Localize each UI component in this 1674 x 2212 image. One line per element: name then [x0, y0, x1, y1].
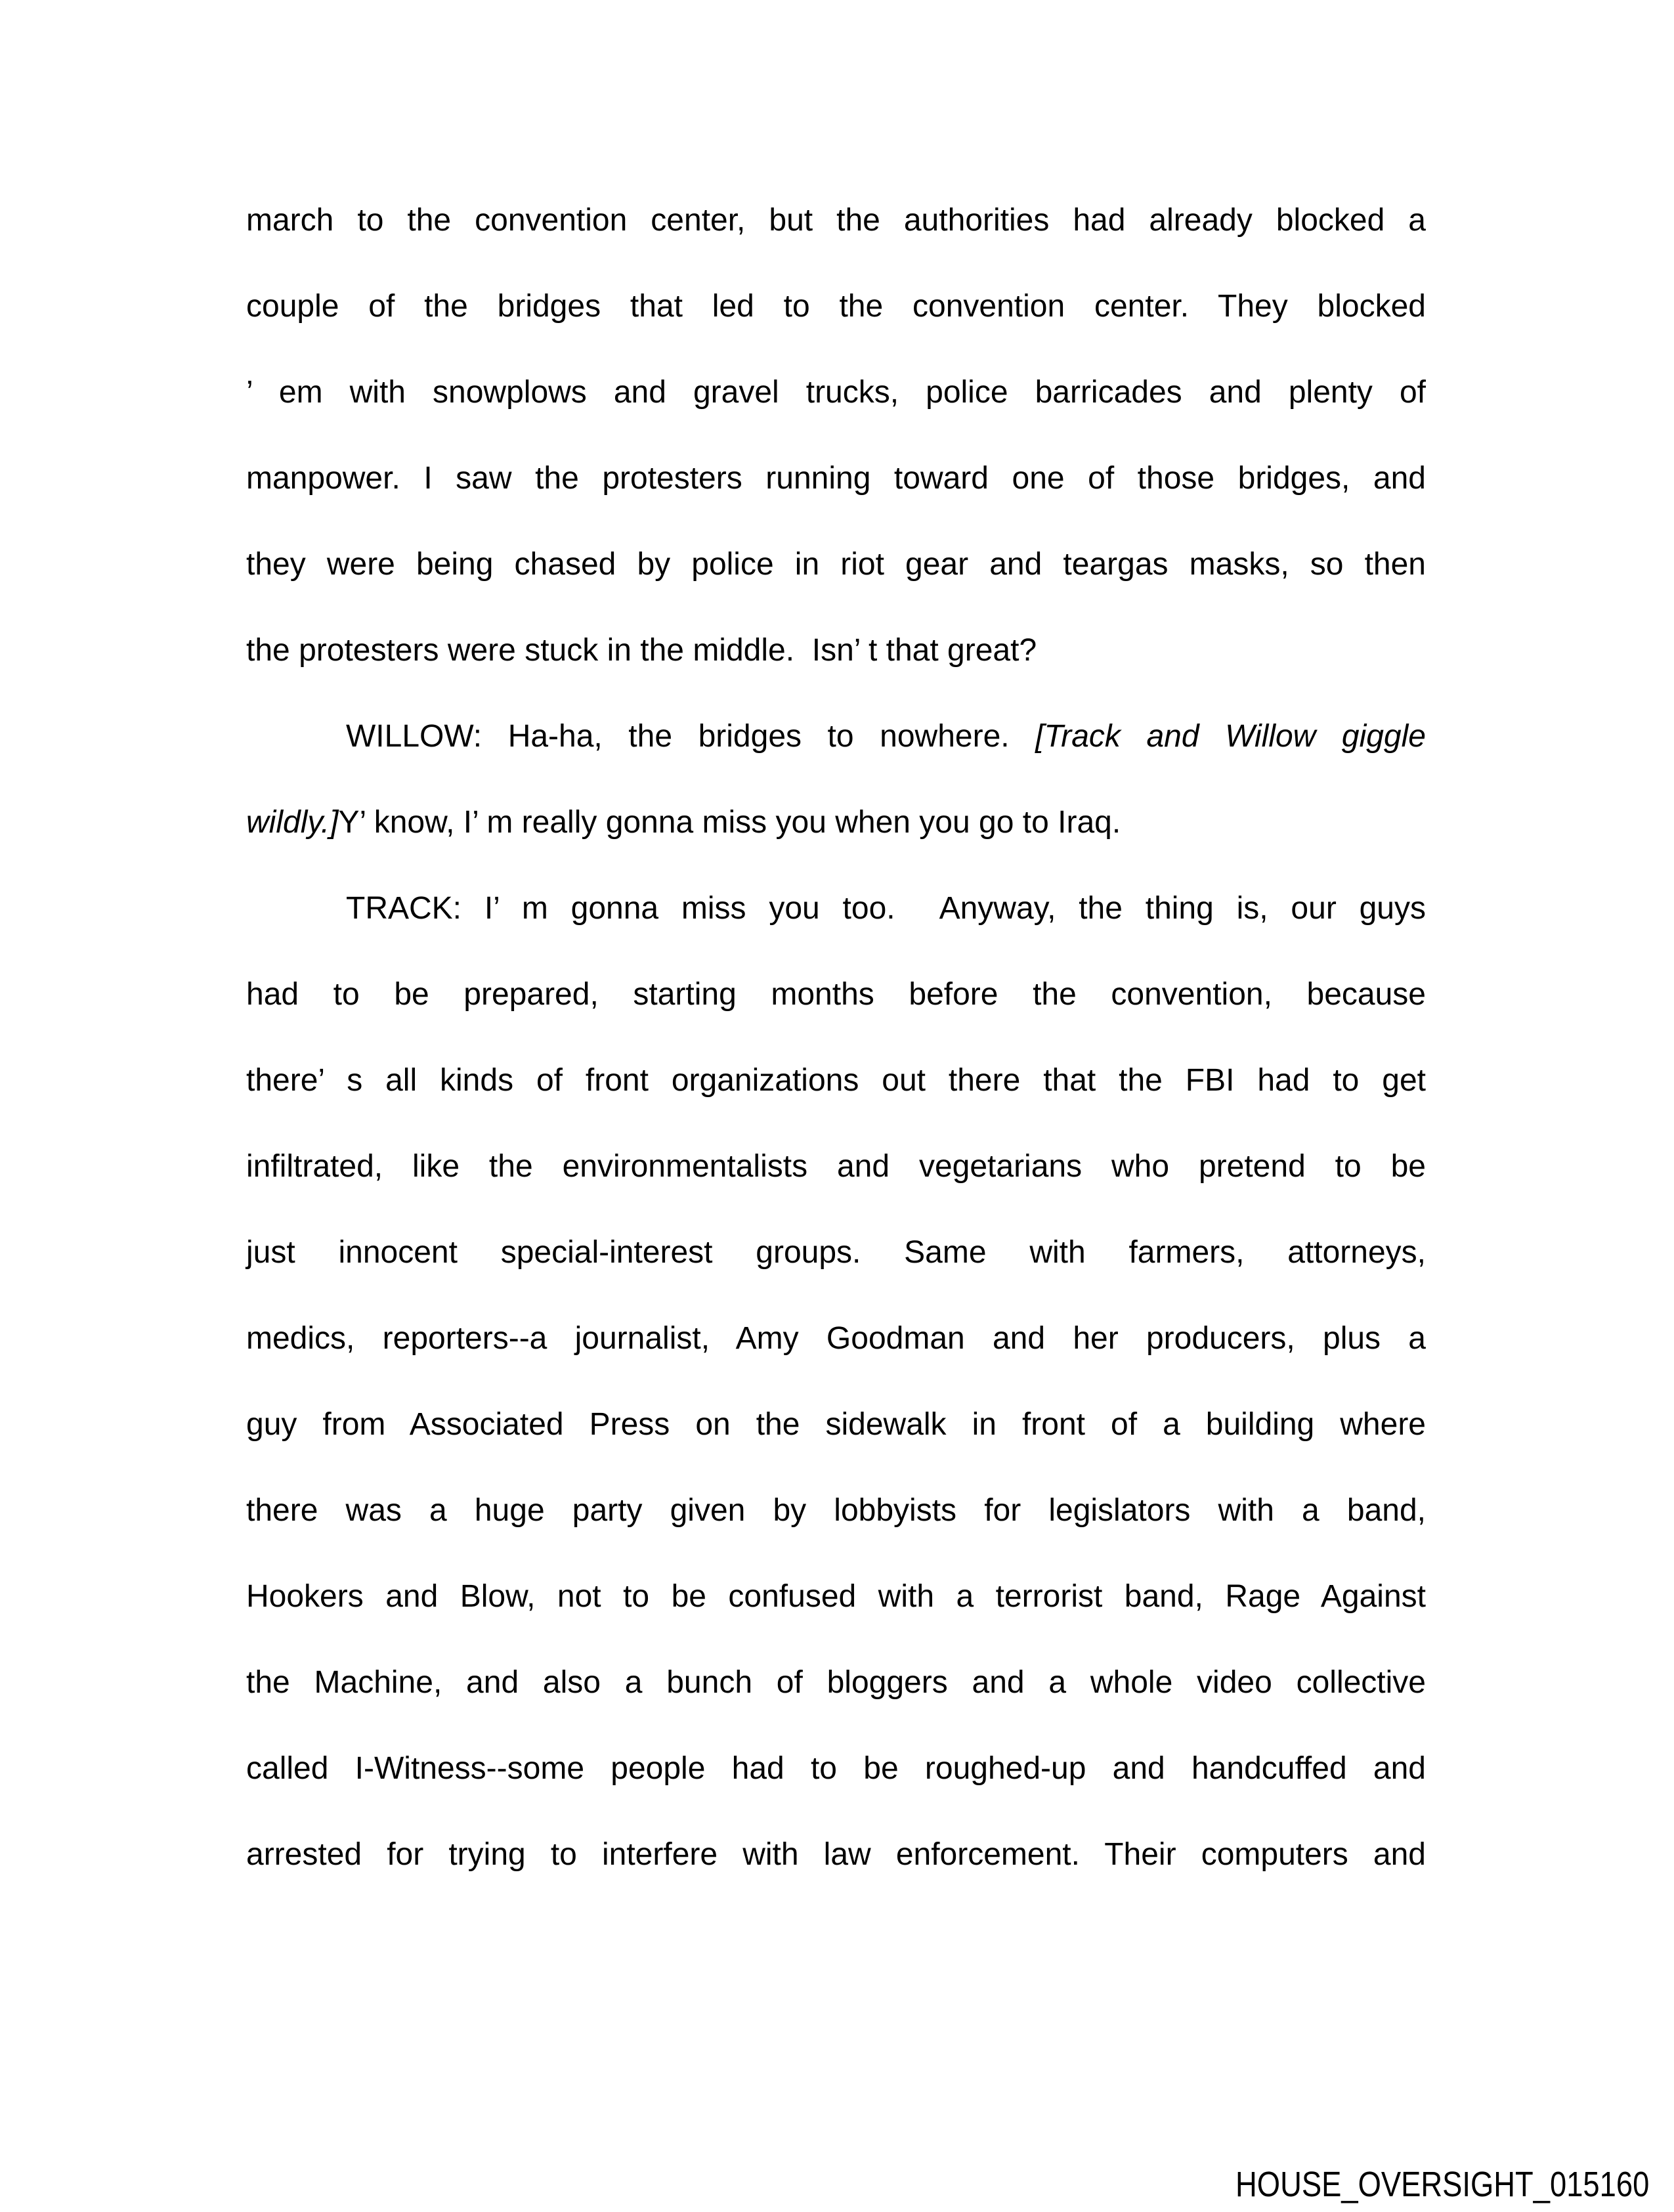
text-line: [246, 1209, 1426, 1295]
text-line: [246, 1725, 1426, 1811]
text-line: [246, 1295, 1426, 1381]
dialogue-text: they were being chased by police in riot gear and teargas masks, so then: [246, 547, 1426, 582]
bates-number: HOUSE_OVERSIGHT_015160: [1235, 2165, 1649, 2204]
text-line: [246, 1639, 1426, 1725]
dialogue-text: manpower. I saw the protesters running toward one of those bridges, and: [246, 461, 1426, 496]
dialogue-text: couple of the bridges that led to the convention center. They blocked: [246, 289, 1426, 324]
dialogue-text: guy from Associated Press on the sidewalk in front of a building where: [246, 1407, 1426, 1442]
text-line: [246, 779, 1426, 865]
dialogue-text: Y’ know, I’ m really gonna miss you when you go to Iraq.: [338, 805, 1121, 840]
dialogue-text: the Machine, and also a bunch of bloggers and a whole video collective: [246, 1665, 1426, 1700]
dialogue-text: had to be prepared, starting months before the convention, because: [246, 977, 1426, 1012]
text-line: [246, 435, 1426, 521]
dialogue-text: just innocent special-interest groups. Same with farmers, attorneys,: [246, 1235, 1426, 1270]
dialogue-text: there was a huge party given by lobbyists for legislators with a band,: [246, 1493, 1426, 1528]
text-line: [246, 263, 1426, 349]
text-line: [246, 693, 1426, 779]
text-line: [246, 1037, 1426, 1123]
text-line: [246, 951, 1426, 1037]
dialogue-text: there’ s all kinds of front organizations out there that the FBI had to get: [246, 1063, 1426, 1098]
text-line: [246, 607, 1426, 693]
transcript-text-block: [246, 177, 1426, 1898]
dialogue-text: arrested for trying to interfere with law enforcement. Their computers and: [246, 1837, 1426, 1872]
text-line: [246, 865, 1426, 951]
stage-direction-text: wildly.]: [246, 805, 339, 840]
dialogue-text: TRACK: I’ m gonna miss you too. Anyway, the thing is, our guys: [346, 891, 1426, 926]
text-line: [246, 521, 1426, 607]
dialogue-text: ’ em with snowplows and gravel trucks, police barricades and plenty of: [246, 375, 1426, 410]
text-line: [246, 177, 1426, 263]
dialogue-text: infiltrated, like the environmentalists and vegetarians who pretend to be: [246, 1149, 1426, 1184]
text-line: [246, 1553, 1426, 1639]
dialogue-text: called I-Witness--some people had to be roughed-up and handcuffed and: [246, 1751, 1426, 1786]
text-line: [246, 349, 1426, 435]
stage-direction-text: [Track and Willow giggle: [1035, 719, 1427, 754]
dialogue-text: march to the convention center, but the authorities had already blocked a: [246, 203, 1426, 238]
text-line: [246, 1467, 1426, 1553]
dialogue-text: medics, reporters--a journalist, Amy Goodman and her producers, plus a: [246, 1321, 1426, 1356]
text-line: [246, 1381, 1426, 1467]
text-line: [246, 1811, 1426, 1898]
dialogue-text: Hookers and Blow, not to be confused with a terrorist band, Rage Against: [246, 1579, 1426, 1614]
dialogue-text: WILLOW: Ha-ha, the bridges to nowhere.: [346, 719, 1036, 754]
dialogue-text: the protesters were stuck in the middle. Isn’ t that great?: [246, 633, 1037, 668]
text-line: [246, 1123, 1426, 1209]
